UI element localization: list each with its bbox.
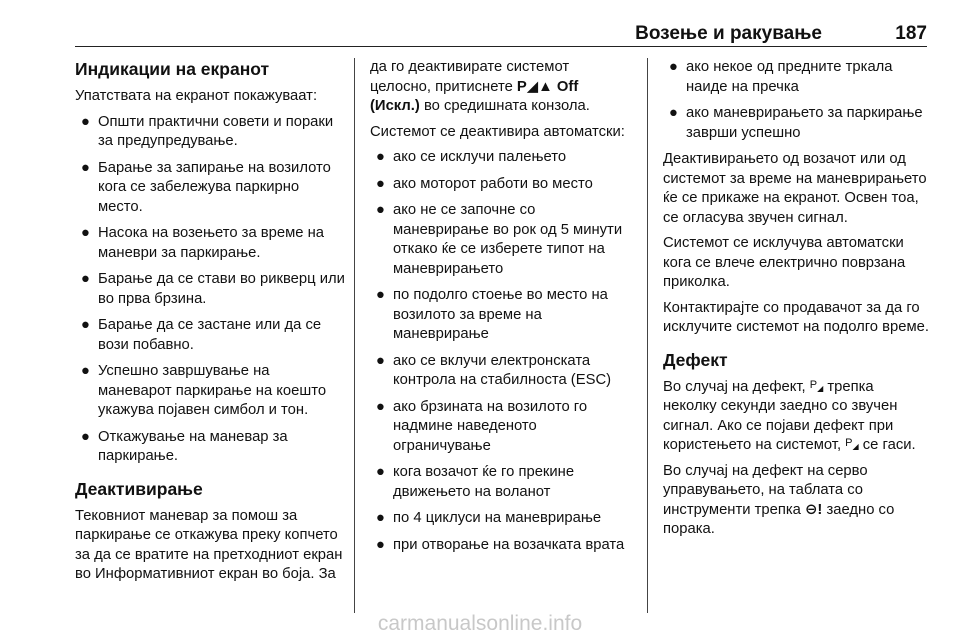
auto-deactivation-list	[370, 148, 632, 555]
park-assist-icon: $P_◢$	[845, 437, 859, 452]
column-2	[370, 58, 632, 562]
list-item: ● ако се исклучи палењето	[370, 148, 632, 168]
bullet-icon: ●	[376, 352, 385, 369]
heading-fault: Дефект	[663, 349, 728, 370]
list-item: ● Барање да се стави во рикверц или во прва брзина.	[81, 271, 345, 307]
column-divider	[354, 58, 355, 613]
bullet-icon: ●	[376, 510, 385, 526]
power-steering-fault-text: Во случај на дефект на серво управувањето, на таблата со инструменти трепка ⊖! заедно со порака.	[663, 462, 895, 537]
trailer-text: Системот се исклучува автоматски кога се влече електрично поврзана приколка.	[663, 235, 906, 290]
bullet-icon: ●	[669, 59, 678, 75]
fault-text: Во случај на дефект, $P_◢$ трепка неколку секунди заедно со звучен сигнал. Ако се појави дефект при користењето на системот, $P_◢$ се гаси.	[663, 378, 916, 453]
bullet-icon: ●	[81, 363, 90, 379]
list-item: ● ако не се започне со маневрирање во рок од 5 минути откако ќе се изберете типот на маневрирањето	[376, 202, 623, 277]
list-item: ● Насока на возењето за време на маневри за паркирање.	[81, 225, 325, 261]
bullet-icon: ●	[81, 271, 90, 287]
watermark: carmanualsonline.info	[377, 612, 583, 635]
bullet-icon: ●	[376, 398, 385, 415]
bullet-icon: ●	[81, 225, 90, 241]
list-item: ● ако некое од предните тркала наиде на пречка	[669, 59, 893, 95]
page-header	[75, 0, 927, 46]
list-item: ● по подолго стоење во место на возилото за време на маневрирање	[376, 287, 608, 342]
heading-deactivation: Деактивирање	[75, 478, 203, 499]
list-item: ● по 4 циклуси на маневрирање	[370, 509, 632, 529]
intro-text: Упатствата на екранот покажуваат:	[75, 88, 318, 104]
list-item: ● Општи практични совети и пораки за предупредување.	[81, 113, 334, 149]
park-assist-icon: $P_◢$	[809, 378, 824, 393]
steering-warning-icon: ⊖!	[805, 501, 823, 518]
column-1	[75, 58, 345, 591]
bullet-icon: ●	[81, 317, 90, 333]
deactivation-continued: да го деактивирате системот целосно, притиснете P◢▲ Off (Искл.) во средишната конзола.	[370, 59, 590, 114]
driver-deactivation-text: Деактивирањето од возачот или од системот за време на маневрирањето ќе се прикаже на екранот. Освен тоа, се огласува звучен сигнал.	[663, 151, 927, 226]
dealer-contact-text: Контактирајте со продавачот за да го исклучите системот на подолго време.	[663, 299, 929, 335]
list-item: ● ако брзината на возилото го надмине наведеното ограничување	[376, 398, 588, 454]
bullet-icon: ●	[376, 175, 385, 192]
bullet-icon: ●	[81, 159, 90, 176]
bullet-icon: ●	[669, 105, 678, 121]
bullet-icon: ●	[81, 113, 90, 130]
list-item: ● Откажување на маневар за паркирање.	[81, 428, 288, 464]
bullet-icon: ●	[376, 536, 385, 553]
header-rule	[75, 46, 927, 47]
auto-deactivation-list-continued	[663, 58, 931, 143]
list-item: ● Барање за запирање на возилото кога се забележува паркирно место.	[81, 159, 331, 215]
bullet-icon: ●	[376, 149, 385, 165]
list-item: ● при отворање на возачката врата	[370, 536, 632, 556]
bullet-icon: ●	[81, 428, 90, 445]
list-item: ● ако моторот работи во место	[370, 175, 632, 195]
header-title: Возење и ракување	[635, 23, 822, 44]
park-assist-off-symbol: P◢▲ Off (Искл.)	[370, 78, 579, 114]
list-item: ● ако се вклучи електронската контрола на стабилноста (ESC)	[376, 352, 612, 388]
column-divider	[647, 58, 648, 613]
bullet-icon: ●	[376, 464, 385, 480]
bullet-icon: ●	[376, 287, 385, 303]
list-item: ● ако маневрирањето за паркирање заврши успешно	[669, 105, 923, 141]
heading-screen-indications: Индикации на екранот	[75, 59, 270, 79]
column-3	[663, 58, 931, 546]
list-item: ● Барање да се застане или да се вози побавно.	[81, 317, 322, 353]
indications-list	[75, 113, 345, 467]
deactivation-text: Тековниот маневар за помош за паркирање се откажува преку копчето за да се вратите на претходниот екран во Информативниот екран во боја. За	[75, 507, 343, 582]
list-item: ● Успешно завршување на маневарот паркирање на коешто укажува појавен симбол и тон.	[81, 363, 327, 418]
bullet-icon: ●	[376, 202, 385, 218]
list-item: ● кога возачот ќе го прекине движењето на воланот	[376, 464, 575, 500]
page-number: 187	[895, 23, 927, 44]
auto-deactivation-intro: Системот се деактивира автоматски:	[370, 123, 625, 140]
